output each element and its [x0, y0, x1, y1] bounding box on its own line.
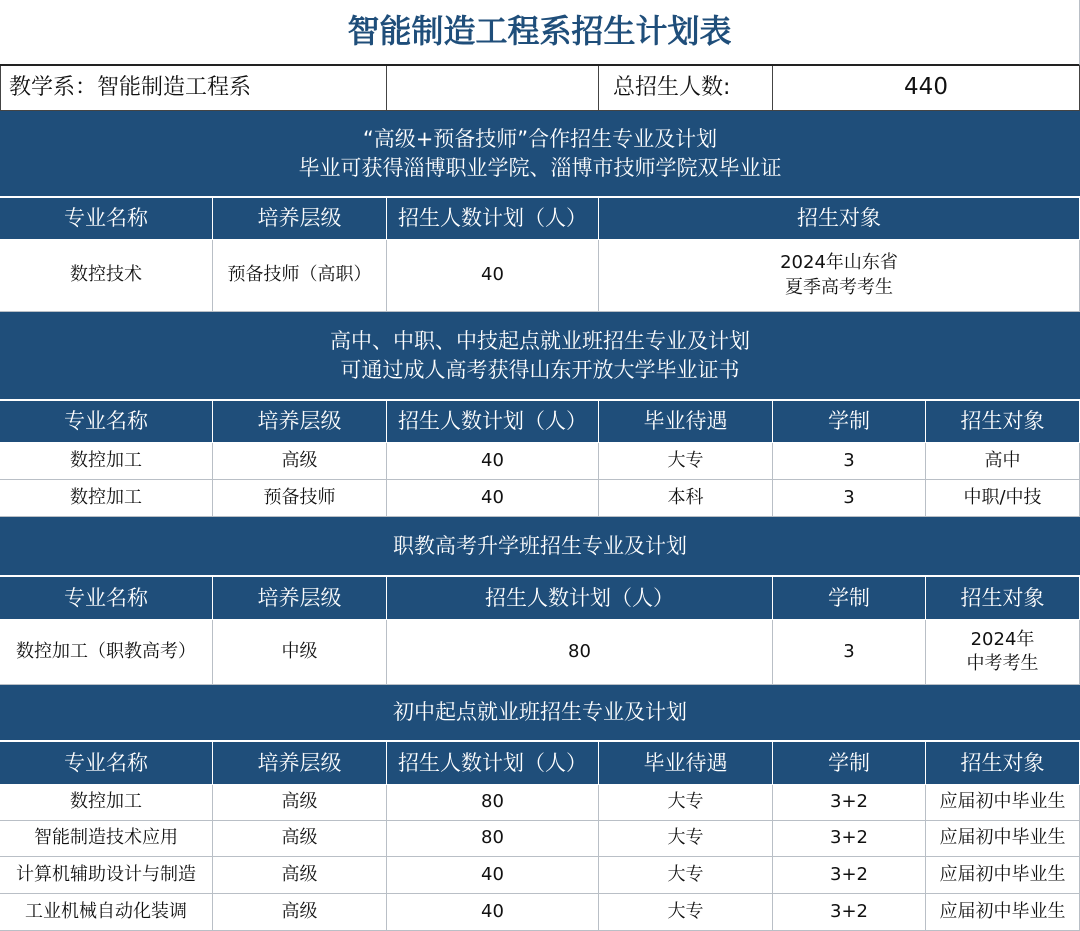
section-title-line: “高级+预备技师”合作招生专业及计划	[362, 127, 718, 152]
header-cell: 招生人数计划（人）	[387, 577, 773, 620]
cell-quota: 40	[387, 240, 599, 312]
total-enrollment-value: 440	[773, 66, 1080, 111]
cell-level: 预备技师（高职）	[213, 240, 387, 312]
cell-duration: 3+2	[773, 857, 926, 894]
cell-quota: 40	[387, 443, 599, 480]
cell-level: 高级	[213, 443, 387, 480]
header-cell: 专业名称	[0, 401, 213, 443]
cell-target: 应届初中毕业生	[926, 894, 1080, 931]
cell-major: 智能制造技术应用	[0, 821, 213, 857]
cell-quota: 80	[387, 785, 599, 821]
header-cell: 招生对象	[926, 577, 1080, 620]
section-title-line: 职教高考升学班招生专业及计划	[393, 533, 687, 558]
cell-quota: 40	[387, 857, 599, 894]
cell-target	[599, 240, 1080, 312]
cell-quota: 40	[387, 480, 599, 517]
cell-target: 应届初中毕业生	[926, 857, 1080, 894]
cell-major: 数控加工（职教高考）	[0, 620, 213, 685]
cell-benefit: 本科	[599, 480, 773, 517]
cell-quota: 40	[387, 894, 599, 931]
header-cell: 招生对象	[599, 198, 1080, 240]
header-cell: 毕业待遇	[599, 401, 773, 443]
cell-duration: 3	[773, 480, 926, 517]
cell-major: 数控加工	[0, 785, 213, 821]
section-1-title	[0, 111, 1080, 198]
header-cell: 学制	[773, 401, 926, 443]
section-2-title	[0, 312, 1080, 401]
department-label: 教学系：智能制造工程系	[0, 66, 387, 111]
cell-benefit: 大专	[599, 894, 773, 931]
header-cell: 学制	[773, 742, 926, 785]
total-enrollment-label: 总招生人数:	[599, 66, 773, 111]
header-cell: 培养层级	[213, 401, 387, 443]
header-cell: 招生对象	[926, 742, 1080, 785]
cell-level: 高级	[213, 894, 387, 931]
header-cell: 毕业待遇	[599, 742, 773, 785]
cell-level: 中级	[213, 620, 387, 685]
cell-benefit: 3	[773, 620, 926, 685]
cell-benefit: 大专	[599, 821, 773, 857]
cell-major: 工业机械自动化装调	[0, 894, 213, 931]
cell-level: 高级	[213, 821, 387, 857]
cell-text-line: 2024年山东省	[780, 252, 898, 274]
cell-text-line: 夏季高考考生	[785, 276, 893, 298]
section-title-line: 毕业可获得淄博职业学院、淄博市技师学院双毕业证	[298, 155, 782, 180]
header-cell: 培养层级	[213, 577, 387, 620]
cell-major: 数控加工	[0, 480, 213, 517]
header-cell: 招生人数计划（人）	[387, 401, 599, 443]
cell-level: 高级	[213, 857, 387, 894]
cell-text-line: 2024年	[970, 628, 1035, 650]
header-cell: 培养层级	[213, 198, 387, 240]
info-blank-cell	[387, 66, 599, 111]
cell-level: 预备技师	[213, 480, 387, 517]
header-cell: 专业名称	[0, 198, 213, 240]
cell-major: 数控加工	[0, 443, 213, 480]
section-title-line: 初中起点就业班招生专业及计划	[393, 700, 687, 725]
cell-target: 应届初中毕业生	[926, 785, 1080, 821]
cell-benefit: 大专	[599, 443, 773, 480]
cell-benefit: 大专	[599, 857, 773, 894]
section-title-line: 高中、中职、中技起点就业班招生专业及计划	[330, 329, 750, 354]
header-cell: 专业名称	[0, 577, 213, 620]
header-cell: 专业名称	[0, 742, 213, 785]
cell-quota: 80	[387, 620, 773, 685]
header-cell: 培养层级	[213, 742, 387, 785]
cell-target: 应届初中毕业生	[926, 821, 1080, 857]
cell-duration: 3+2	[773, 821, 926, 857]
cell-major: 计算机辅助设计与制造	[0, 857, 213, 894]
cell-benefit: 大专	[599, 785, 773, 821]
cell-level: 高级	[213, 785, 387, 821]
header-cell: 招生人数计划（人）	[387, 198, 599, 240]
section-4-title	[0, 685, 1080, 742]
page-title: 智能制造工程系招生计划表	[0, 0, 1080, 66]
header-cell: 招生对象	[926, 401, 1080, 443]
cell-quota: 80	[387, 821, 599, 857]
cell-duration	[926, 620, 1080, 685]
cell-duration: 3	[773, 443, 926, 480]
header-cell: 招生人数计划（人）	[387, 742, 599, 785]
cell-target: 中职/中技	[926, 480, 1080, 517]
section-title-line: 可通过成人高考获得山东开放大学毕业证书	[340, 357, 740, 382]
cell-duration: 3+2	[773, 894, 926, 931]
cell-target: 高中	[926, 443, 1080, 480]
section-3-title	[0, 517, 1080, 577]
cell-text-line: 中考考生	[966, 653, 1039, 674]
header-cell: 学制	[773, 577, 926, 620]
cell-duration: 3+2	[773, 785, 926, 821]
cell-major: 数控技术	[0, 240, 213, 312]
